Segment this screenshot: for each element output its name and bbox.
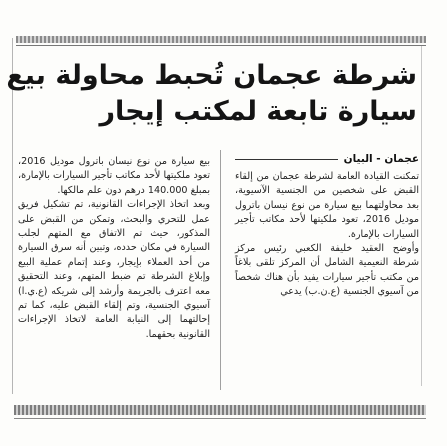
bottom-border-rule — [14, 405, 426, 415]
article-headline — [6, 58, 417, 130]
byline-rule — [235, 159, 338, 160]
right-column-paragraph-2: وأوضح العقيد خليفة الكعبي رئيس مركز شرطة النعيمية الشامل أن المركز تلقى بلاغاً من مكتب تأجير سيارات يفيد بأن هناك شخصاً من آسيوي الجنسية (ع.ن.ب) يدعي — [235, 243, 419, 298]
headline-line-2: سيارة تابعة لمكتب إيجار — [99, 96, 417, 127]
byline — [235, 152, 419, 166]
right-column-paragraph-1: تمكنت القيادة العامة لشرطة عجمان من إلقاء القبض على شخصين من الجنسية الآسيوية، بعد محاولتهما بيع سيارة من نوع نيسان باترول موديل 2016، تعود ملكيتها لأحد مكاتب تأجير السيارات بالإمارة. — [235, 171, 419, 240]
top-border-line — [16, 45, 426, 46]
left-column-paragraph-2: وبعد اتخاذ الإجراءات القانونية، تم تشكيل فريق عمل للتحري والبحث، وتمكن من القبض على المذكور، حيث تم الاتفاق مع المتهم لجلب السيارة في مكان حدده، وتبين أنه سرق السيارة من أحد العملاء بإيجار، وعند إتمام عملية البيع وإبلاغ الشرطة تم ضبط المتهم، وعند التحقيق معه اعترف بالجريمة وأرشد إلى شريكه (ع.ي.ا) آسيوي الجنسية، وتم إلقاء القبض عليه، كما تم إحالتهما إلى النيابة العامة لاتخاذ الإجراءات القانونية بحقهما. — [18, 199, 210, 340]
byline-text: عجمان - البيان — [343, 152, 419, 165]
page-edge-right — [421, 46, 422, 386]
top-border-rule — [16, 36, 426, 43]
article-column-right — [235, 152, 419, 300]
column-divider — [220, 150, 221, 390]
bottom-border-line — [14, 418, 426, 419]
left-column-paragraph-1: بيع سيارة من نوع نيسان باترول موديل 2016، تعود ملكيتها لأحد مكاتب تأجير السيارات بالإمارة، بمبلغ 140.000 درهم دون علم مالكها. — [18, 156, 210, 196]
article-column-left — [18, 155, 210, 342]
headline-line-1: شرطة عجمان تُحبط محاولة بيع — [6, 60, 417, 91]
